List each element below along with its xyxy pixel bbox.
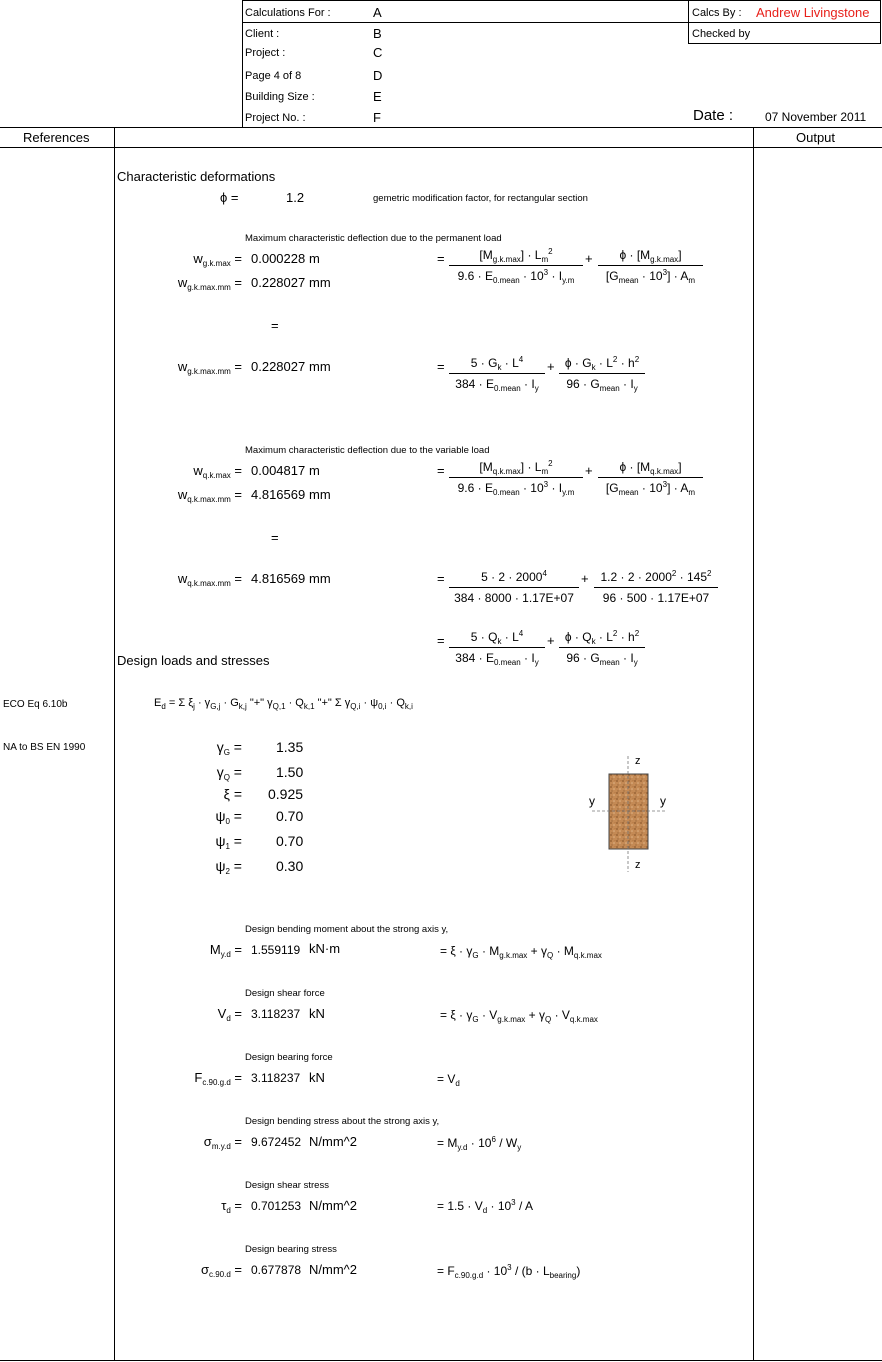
plus-sign: + (585, 251, 593, 266)
bearing-caption: Design bearing force (245, 1052, 333, 1063)
wqk-mm2-value: 4.816569 (251, 571, 306, 586)
building-size-label: Building Size : (245, 91, 315, 103)
bending-stress-formula: = $M_{y.d} \cdot 10^6 / W_y$ (437, 1135, 522, 1152)
header-top-rule (242, 0, 881, 1)
wgk-mm-unit: mm (309, 275, 331, 290)
equals-sign: = (271, 530, 279, 545)
psi0-value: 0.70 (276, 808, 304, 824)
building-size-value: E (373, 89, 382, 104)
wqk-mm2-unit: mm (309, 571, 331, 586)
reference-eq-6-10b: ECO Eq 6.10b (3, 699, 68, 710)
page-bottom-rule (0, 1360, 882, 1361)
y-axis-label-left: y (589, 794, 595, 808)
equals-sign: = (271, 318, 279, 333)
timber-cross-section-diagram (580, 750, 690, 875)
y-axis-label-right: y (660, 794, 666, 808)
header-rule-2 (688, 43, 881, 44)
permanent-load-caption: Maximum characteristic deflection due to the permanent load (245, 233, 502, 244)
references-column-divider (114, 127, 115, 1361)
z-axis-label-bottom: z (635, 859, 641, 871)
formula-fraction-var-4: $\phi \cdot Q_k \cdot L^2 \cdot h^2$ $96 \cdot G_{mean} \cdot I_y$ (559, 630, 645, 665)
bearing-stress-caption: Design bearing stress (245, 1244, 337, 1255)
bearing-stress-unit: N/mm^2 (309, 1262, 357, 1277)
shear-value: 3.118237 (251, 1007, 301, 1021)
load-combination-formula: $E_d = \Sigma$ $\xi_j \cdot \gamma_{G,j} \cdot G_{k,j}$ "+" $\gamma_{Q,1} \cdot Q_{k,1}$ "+" Σ $\gamma_{Q,i} \cdot \psi_{0,i} \cdot Q_{k,i}$ (154, 697, 413, 711)
phi-symbol: ϕ = (220, 190, 239, 205)
moment-caption: Design bending moment about the strong axis y, (245, 924, 449, 935)
bearing-formula: = $V_d$ (437, 1072, 460, 1088)
client-value: B (373, 26, 382, 41)
shear-caption: Design shear force (245, 988, 325, 999)
psi1-symbol: $\psi_1$ = (215, 833, 242, 851)
moment-formula: = $\xi \cdot \gamma_G \cdot M_{g.k.max} + \gamma_Q \cdot M_{q.k.max}$ (440, 944, 602, 960)
moment-unit: kN·m (309, 941, 341, 956)
bearing-stress-formula: = $F_{c.90.g.d} \cdot 10^3 / (b \cdot L_{bearing})$ (437, 1263, 581, 1280)
shear-stress-symbol: $\tau_d$ = (221, 1198, 242, 1215)
numeric-fraction-2: $1.2 \cdot 2 \cdot 2000^2 \cdot 145^2$ 96 · 500 · 1.17E+07 (594, 570, 718, 605)
psi2-value: 0.30 (276, 858, 304, 874)
shear-stress-formula: = $1.5 \cdot V_d \cdot 10^3 / A$ (437, 1198, 533, 1215)
project-value: C (373, 45, 383, 60)
moment-value: 1.559119 (251, 943, 301, 957)
calcs-by-value: Andrew Livingstone (756, 5, 870, 20)
shear-unit: kN (309, 1006, 325, 1021)
psi0-symbol: $\psi_0$ = (215, 808, 242, 826)
wqk-mm2-symbol: $w_{q.k.max.mm}$ = (177, 571, 242, 588)
project-no-label: Project No. : (245, 112, 306, 124)
wgk-mm2-unit: mm (309, 359, 331, 374)
psi1-value: 0.70 (276, 833, 304, 849)
wgk-mm-symbol: $w_{g.k.max.mm}$ = (177, 275, 242, 292)
shear-formula: = $\xi \cdot \gamma_G \cdot V_{g.k.max} + \gamma_Q \cdot V_{q.k.max}$ (440, 1008, 598, 1024)
reference-na-bs-en-1990: NA to BS EN 1990 (3, 742, 86, 753)
formula-fraction-perm-2: $\phi \cdot [M_{g.k.max}]$ $[G_{mean} \cdot 10^3] \cdot A_m$ (598, 248, 703, 283)
wgk-mm2-symbol: $w_{g.k.max.mm}$ = (177, 359, 242, 376)
wqk-unit: m (309, 463, 320, 478)
client-label: Client : (245, 28, 280, 40)
date-value: 07 November 2011 (765, 110, 867, 124)
wqk-symbol: $w_{q.k.max}$ = (193, 463, 242, 480)
project-no-value: F (373, 110, 381, 125)
variable-load-caption: Maximum characteristic deflection due to the variable load (245, 445, 490, 456)
column-header-bottom-rule (0, 147, 882, 148)
formula-fraction-perm-4: $\phi \cdot G_k \cdot L^2 \cdot h^2$ $96 \cdot G_{mean} \cdot I_y$ (559, 356, 645, 391)
references-column-header: References (23, 130, 90, 145)
formula-fraction-perm-3: $5 \cdot G_k \cdot L^4$ $384 \cdot E_{0.mean} \cdot I_y$ (449, 356, 545, 391)
wqk-mm-unit: mm (309, 487, 331, 502)
bearing-stress-value: 0.677878 (251, 1263, 302, 1277)
page-value: D (373, 68, 383, 83)
wgk-symbol: $w_{g.k.max}$ = (193, 251, 242, 268)
wqk-mm-symbol: $w_{q.k.max.mm}$ = (177, 487, 242, 504)
formula-fraction-var-1: $[M_{q.k.max}] \cdot L_m^2$ $9.6 \cdot E_{0.mean} \cdot 10^3 \cdot I_{y.m}$ (449, 460, 583, 495)
timber-section (609, 774, 648, 849)
bending-stress-caption: Design bending stress about the strong axis y, (245, 1116, 440, 1127)
calc-for-label: Calculations For : (245, 7, 331, 19)
gamma-q-value: 1.50 (276, 764, 304, 780)
deformations-title: Characteristic deformations (117, 169, 276, 184)
design-loads-title: Design loads and stresses (117, 653, 270, 668)
numeric-fraction-1: $5 \cdot 2 \cdot 2000^4$ 384 · 8000 · 1.17E+07 (449, 570, 579, 605)
xi-value: 0.925 (268, 786, 304, 802)
bearing-unit: kN (309, 1070, 325, 1085)
calcs-by-label: Calcs By : (692, 7, 742, 19)
wgk-unit: m (309, 251, 320, 266)
wgk-value: 0.000228 (251, 251, 306, 266)
page-label: Page 4 of 8 (245, 70, 302, 82)
wqk-mm-value: 4.816569 (251, 487, 306, 502)
shear-symbol: $V_d$ = (217, 1006, 242, 1023)
phi-value: 1.2 (286, 190, 305, 205)
equals-sign: = (437, 359, 445, 374)
bearing-symbol: $F_{c.90.g.d}$ = (194, 1070, 242, 1087)
column-header-top-rule (0, 127, 882, 128)
formula-fraction-perm-1: $[M_{g.k.max}] \cdot L_m^2$ $9.6 \cdot E_{0.mean} \cdot 10^3 \cdot I_{y.m}$ (449, 248, 583, 283)
wqk-value: 0.004817 (251, 463, 306, 478)
equals-sign: = (437, 463, 445, 478)
formula-fraction-var-2: $\phi \cdot [M_{q.k.max}]$ $[G_{mean} \cdot 10^3] \cdot A_m$ (598, 460, 703, 495)
shear-stress-caption: Design shear stress (245, 1180, 329, 1191)
header-divider-left (242, 0, 243, 127)
plus-sign: + (547, 633, 555, 648)
output-column-divider (753, 127, 754, 1361)
output-column-header: Output (796, 130, 836, 145)
formula-fraction-var-3: $5 \cdot Q_k \cdot L^4$ $384 \cdot E_{0.mean} \cdot I_y$ (449, 630, 545, 665)
xi-symbol: ξ = (223, 786, 242, 802)
shear-stress-unit: N/mm^2 (309, 1198, 357, 1213)
psi2-symbol: $\psi_2$ = (215, 858, 242, 876)
project-label: Project : (245, 47, 286, 59)
shear-stress-value: 0.701253 (251, 1199, 302, 1213)
gamma-q-symbol: $\gamma_Q$ = (216, 764, 242, 782)
header-rule-1 (242, 22, 881, 23)
moment-symbol: $M_{y.d}$ = (209, 942, 242, 959)
plus-sign: + (581, 571, 589, 586)
date-label: Date : (693, 107, 734, 124)
wgk-mm2-value: 0.228027 (251, 359, 306, 374)
calc-for-value: A (373, 5, 382, 20)
equals-sign: = (437, 571, 445, 586)
bending-stress-unit: N/mm^2 (309, 1134, 357, 1149)
checked-by-label: Checked by (692, 28, 751, 40)
z-axis-label-top: z (635, 755, 641, 767)
plus-sign: + (547, 359, 555, 374)
equals-sign: = (437, 633, 445, 648)
plus-sign: + (585, 463, 593, 478)
bending-stress-value: 9.672452 (251, 1135, 302, 1149)
phi-description: gemetric modification factor, for rectangular section (373, 193, 588, 204)
equals-sign: = (437, 251, 445, 266)
gamma-g-symbol: $\gamma_G$ = (216, 739, 242, 757)
bearing-value: 3.118237 (251, 1071, 301, 1085)
bearing-stress-symbol: $\sigma_{c.90.d}$ = (200, 1262, 242, 1279)
gamma-g-value: 1.35 (276, 739, 304, 755)
bending-stress-symbol: $\sigma_{m.y.d}$ = (203, 1134, 242, 1151)
wgk-mm-value: 0.228027 (251, 275, 306, 290)
